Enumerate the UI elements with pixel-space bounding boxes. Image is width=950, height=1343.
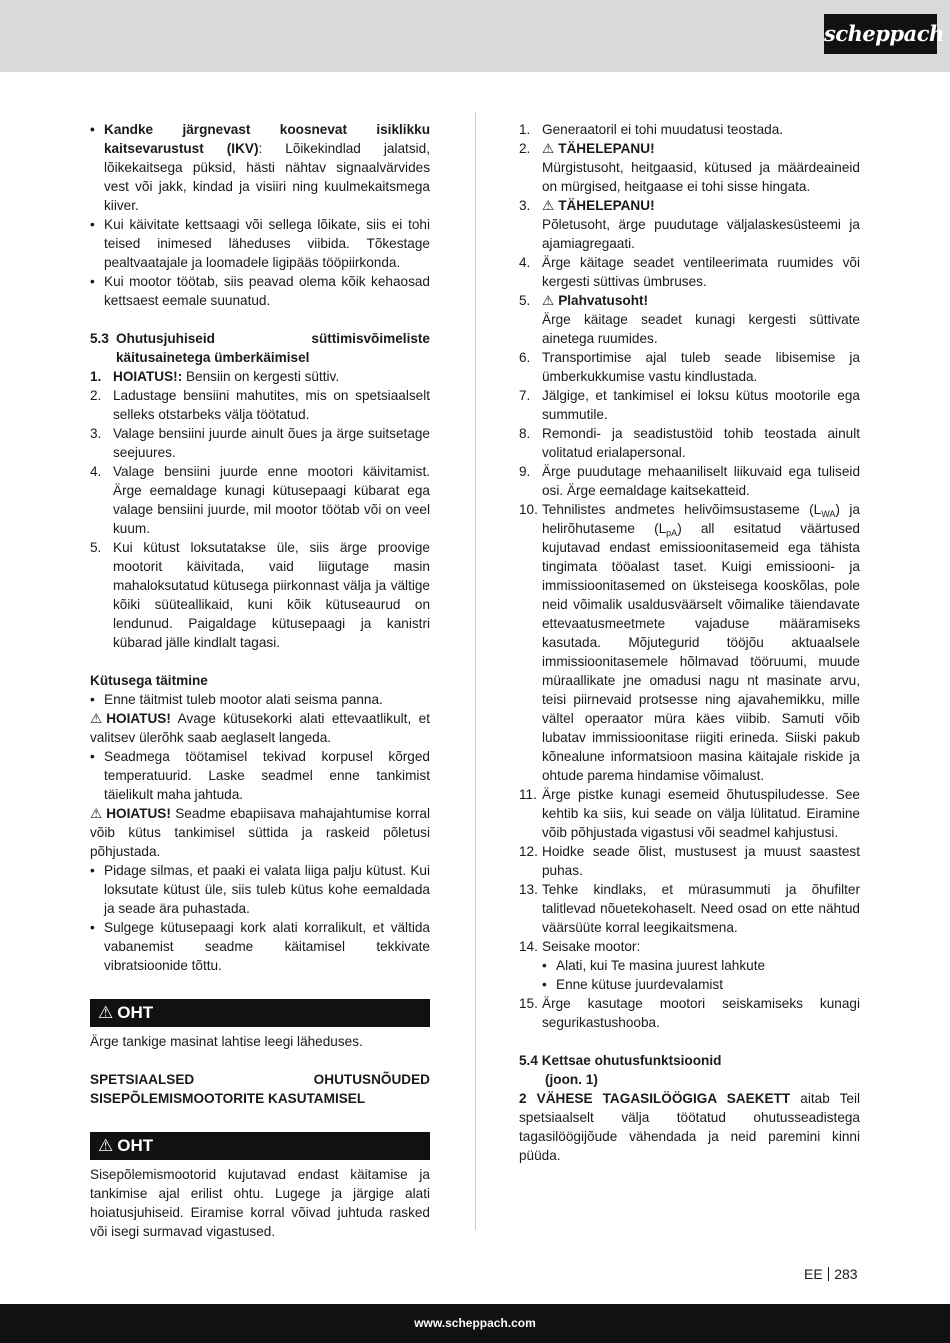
website-link[interactable]: www.scheppach.com	[414, 1316, 536, 1330]
list-item: • Seadmega töötamisel tekivad korpusel kõrged temperatuurid. Laske seadmel enne tankimist täielikult maha jahtuda.	[90, 749, 430, 802]
danger-text: Sisepõlemismootorid kujutavad endast käitamise ja tankimise ajal erilist ohtu. Lugege ja järgige alati hoiatusjuhiseid. Eiramise korral võivad juhtuda rasked või isegi surmavad vigastused.	[90, 1167, 430, 1239]
warning-icon: ⚠	[542, 141, 555, 156]
warning-paragraph: ⚠ HOIATUS! Seadme ebapiisava mahajahtumise korral võib kütus tankimisel süttida ja raskeid põletusi põhjustada.	[90, 806, 430, 859]
left-column	[90, 120, 430, 1241]
warning-icon: ⚠	[98, 1136, 114, 1155]
list-item: 6. Transportimise ajal tuleb seade libisemise ja ümberkukkumise vastu kindlustada.	[519, 350, 860, 384]
list-item: 14. Seisake mootor:	[519, 939, 641, 954]
list-item: 8. Remondi- ja seadistustöid tohib teostada ainult volitatud erialapersonal.	[519, 426, 860, 460]
warning-icon: ⚠	[542, 198, 555, 213]
list-item: 13. Tehke kindlaks, et mürasummuti ja õhufilter talitlevad nõuetekohaselt. Need osad on ette nähtud väärsüüte korral leegikaitsmena.	[519, 882, 860, 935]
list-item: 3. Valage bensiini juurde ainult õues ja ärge suitsetage seejuures.	[90, 426, 430, 460]
brand-logo: scheppach	[824, 14, 937, 54]
list-item: 2. Ladustage bensiini mahutites, mis on spetsiaalselt selleks otstarbeks välja töötatud.	[90, 388, 430, 422]
saw-paragraph: 2 VÄHESE TAGASILÖÖGIGA SAEKETT aitab Teil spetsiaalselt välja töötatud ohutusseadistega tagasilöögijõude vähendada ja neid paremini kinni püüda.	[519, 1091, 860, 1163]
special-heading: SPETSIAALSED OHUTUSNÕUDED SISEPÕLEMISMOOTORITE KASUTAMISEL	[90, 1072, 430, 1106]
danger-banner: ⚠ OHT	[90, 999, 430, 1027]
right-column	[519, 120, 860, 1165]
list-item: • Kui käivitate kettsaagi või sellega lõikate, siis ei tohi teised inimesed läheduses viibida. Tõkestage pealtvaatajale ja loomadele ligipääs tööpiirkonda.	[90, 217, 430, 270]
list-item: • Sulgege kütusepaagi kork alati korralikult, et vältida vabanemist seadme käitamisel tekkivate vibratsioonide tõttu.	[90, 920, 430, 973]
warning-icon: ⚠	[542, 293, 555, 308]
list-item: 11. Ärge pistke kunagi esemeid õhutuspiludesse. See kehtib ka siis, kui seade on välja lülitatud. Eiramine võib põhjustada vigastusi või seadmel kahjustusi.	[519, 787, 860, 840]
header-band	[0, 0, 950, 72]
list-item: 12. Hoidke seade õlist, mustusest ja muust saastest puhas.	[519, 844, 860, 878]
list-item: • Pidage silmas, et paaki ei valata liiga palju kütust. Kui loksutate kütust üle, siis tuleb kütus kohe eemaldada ja seade ära puhastada.	[90, 863, 430, 916]
list-item: 3. ⚠ TÄHELEPANU! Põletusoht, ärge puudutage väljalaskesüsteemi ja ajamiagregaati.	[519, 198, 860, 251]
list-item: 2. ⚠ TÄHELEPANU! Mürgistusoht, heitgaasid, kütused ja määrdeaineid on mürgised, heitgaase ei tohi sisse hingata.	[519, 141, 860, 194]
sub-list-item: • Enne kütuse juurdevalamist	[542, 977, 723, 992]
list-item: 10. Tehnilistes andmetes helivõimsustaseme $(L_{WA})$ ja helirõhutaseme $(L_{pA})$ all esitatud väärtused kujutavad endast emissioonitasemeid ega tähista tingimata tööalast taset. Kuigi emissiooni- ja immissioonitasemed on üksteisega kooskõlas, pole neid võimalik usaldusväärselt võimalike täiendavate ettevaatusmeetmete vajaduse määramiseks kasutada. Mõjutegurid tööjõu aktuaalsele immissioonitasemele hõlmavad tööruumi, muude müraallikate jne omadusi nagu nt masinate arvu, teisi piirnevaid protsesse ning ajavahemikku, mille vältel operaator müra käes viibib. Samuti võib lubatav immissioonitase riigiti erineda. Siiski pakub kõnealune informatsioon masina käitajale riskide ja ohtude parema hindamise võimalust.	[519, 502, 860, 783]
list-item: • Enne täitmist tuleb mootor alati seisma panna.	[90, 692, 383, 707]
section-heading-5-4: 5.4 Kettsae ohutusfunktsioonid	[519, 1053, 722, 1068]
page-number: EE 283	[804, 1266, 858, 1282]
warning-paragraph: ⚠ HOIATUS! Avage kütusekorki alati ettevaatlikult, et valitsev ülerõhk saab aeglaselt langeda.	[90, 711, 430, 745]
list-item: • Kandke järgnevast koosnevat isiklikku kaitsevarustust (IKV): Lõikekindlad jalatsid, lõikekaitsega püksid, hästi nähtav signaalvärvides vest või jakk, kindad ja visiiri ning kuulmekaitsmega kiiver.	[90, 122, 430, 213]
warning-icon: ⚠	[90, 806, 103, 821]
list-item: • Kui mootor töötab, siis peavad olema kõik kehaosad kettsaest eemale suunatud.	[90, 274, 430, 308]
fuel-heading: Kütusega täitmine	[90, 673, 208, 688]
list-item: 7. Jälgige, et tankimisel ei loksu kütus mootorile ega summutile.	[519, 388, 860, 422]
list-item: 5. Kui kütust loksutatakse üle, siis ärge proovige mootorit käivitada, vaid liigutage masin mahaloksutatud kütusega piirkonnast välja ja vältige kõiki süüteallikaid, kuni kõik kütuseaurud on lendunud. Paigaldage kütusepaagi ja kanistri kübarad jälle kindlalt tagasi.	[90, 540, 430, 650]
list-item: 5. ⚠ Plahvatusoht! Ärge käitage seadet kunagi kergesti süttivate ainetega ruumides.	[519, 293, 860, 346]
section-heading-5-3: 5.3 Ohutusjuhiseid süttimisvõimeliste käitusainetega ümberkäimisel	[90, 331, 430, 365]
column-divider	[475, 112, 476, 1230]
list-item: 4. Valage bensiini juurde enne mootori käivitamist. Ärge eemaldage kunagi kütusepaagi kübarat ega valage bensiini juurde, mil mootor töötab või on veel kuum.	[90, 464, 430, 536]
warning-icon: ⚠	[98, 1003, 114, 1022]
list-item: 1. Generaatoril ei tohi muudatusi teostada.	[519, 122, 784, 137]
danger-banner: ⚠ OHT	[90, 1132, 430, 1160]
warning-icon: ⚠	[90, 711, 103, 726]
list-item: 9. Ärge puudutage mehaaniliselt liikuvaid ega tuliseid osi. Ärge eemaldage kaitsekatteid.	[519, 464, 860, 498]
list-item: 1. HOIATUS!: Bensiin on kergesti süttiv.	[90, 369, 340, 384]
list-item: 15. Ärge kasutage mootori seiskamiseks kunagi segurikastushooba.	[519, 996, 860, 1030]
footer-band	[0, 1304, 950, 1343]
figure-reference: (joon. 1)	[545, 1072, 598, 1087]
sub-list-item: • Alati, kui Te masina juurest lahkute	[542, 958, 766, 973]
danger-text: Ärge tankige masinat lahtise leegi läheduses.	[90, 1034, 363, 1049]
list-item: 4. Ärge käitage seadet ventileerimata ruumides või kergesti süttivas ümbruses.	[519, 255, 860, 289]
